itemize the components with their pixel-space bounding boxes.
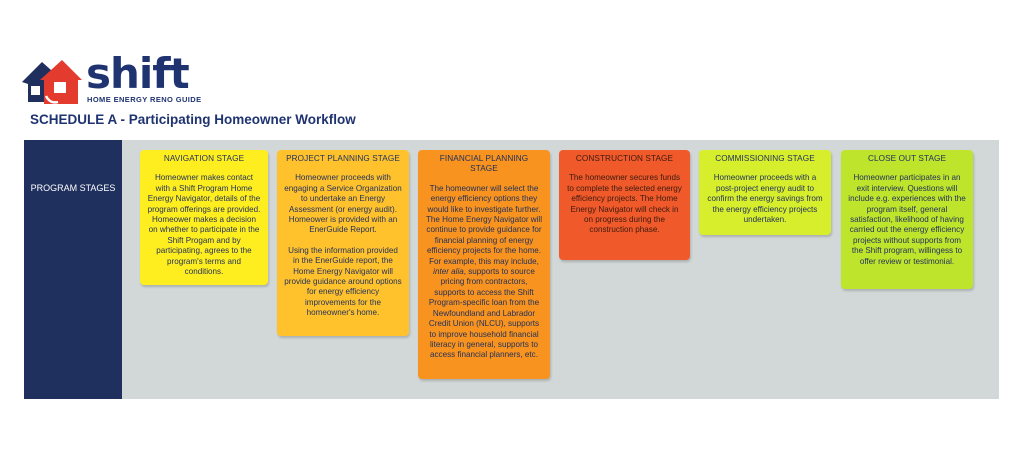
stage-description-continued: Using the information provided in the EnerGuide report, the Home Energy Navigator will provide guidance around options for energy efficiency improvements for the homeowner's home. xyxy=(284,245,402,318)
stage-description-tail: , supports to source pricing from contractors, supports to access the Shift Program-specific loan from the Newfoundland and Labrador Credit Union (NLCU), supports to improve household financial literacy in general, supports to access financial planners, etc. xyxy=(428,267,540,360)
stage-card-navigation xyxy=(140,150,268,285)
stage-title: CLOSE OUT STAGE xyxy=(867,154,947,163)
stage-card-commissioning xyxy=(699,150,831,235)
stage-title: PROJECT PLANNING STAGE xyxy=(286,154,400,163)
stage-description: Homeowner participates in an exit interview. Questions will include e.g. experiences with the program itself, general satisfaction, likelihood of having carried out the energy efficiency projects without supports from the Shift program, willingess to offer review or testimonial. xyxy=(848,173,966,266)
stage-title: NAVIGATION STAGE xyxy=(163,154,245,163)
shift-logo xyxy=(20,49,210,106)
stage-description: Homeowner proceeds with engaging a Service Organization to undertake an Energy Assessment (or energy audit). Homeower is provided with an EnerGuide Report. xyxy=(284,173,402,235)
stage-title: FINANCIAL PLANNING STAGE xyxy=(439,154,529,174)
row-label: PROGRAM STAGES xyxy=(30,183,116,193)
stage-title: CONSTRUCTION STAGE xyxy=(575,154,674,163)
row-label-block xyxy=(24,140,122,399)
stage-card-project-planning xyxy=(277,150,409,336)
stage-description: Homeowner makes contact with a Shift Program Home Energy Navigator, details of the program offerings are provided. Homeower makes a decision on whether to participate in the Shift Progam and by participating, agrees to the program's terms and conditions. xyxy=(147,173,261,277)
stage-description: The homeowner secures funds to complete the selected energy efficiency projects. The Home Energy Navigator will check in on progress during the construction phase. xyxy=(567,173,682,235)
stage-title: COMMISSIONING STAGE xyxy=(715,154,815,163)
brand-tagline: HOME ENERGY RENO GUIDE xyxy=(87,95,202,104)
stage-card-financial-planning xyxy=(418,150,550,379)
house-logo-icon xyxy=(20,56,84,106)
stage-card-close-out xyxy=(841,150,973,289)
stage-description-italic: inter alia xyxy=(433,267,464,277)
stage-description xyxy=(425,184,543,361)
brand-name: shift xyxy=(86,49,189,98)
workflow-panel xyxy=(24,140,999,399)
stage-description-text: The homeowner will select the energy efficiency options they would like to investigate further. The Home Energy Navigator will continue to provide guidance for financial planning of energy efficiency projects for the home. For example, this may include, xyxy=(425,183,543,266)
stage-description: Homeowner proceeds with a post-project energy audit to confirm the energy savings from the energy efficiency projects undertaken. xyxy=(707,173,823,225)
page-title: SCHEDULE A - Participating Homeowner Workflow xyxy=(30,112,356,127)
stage-card-construction xyxy=(559,150,690,260)
